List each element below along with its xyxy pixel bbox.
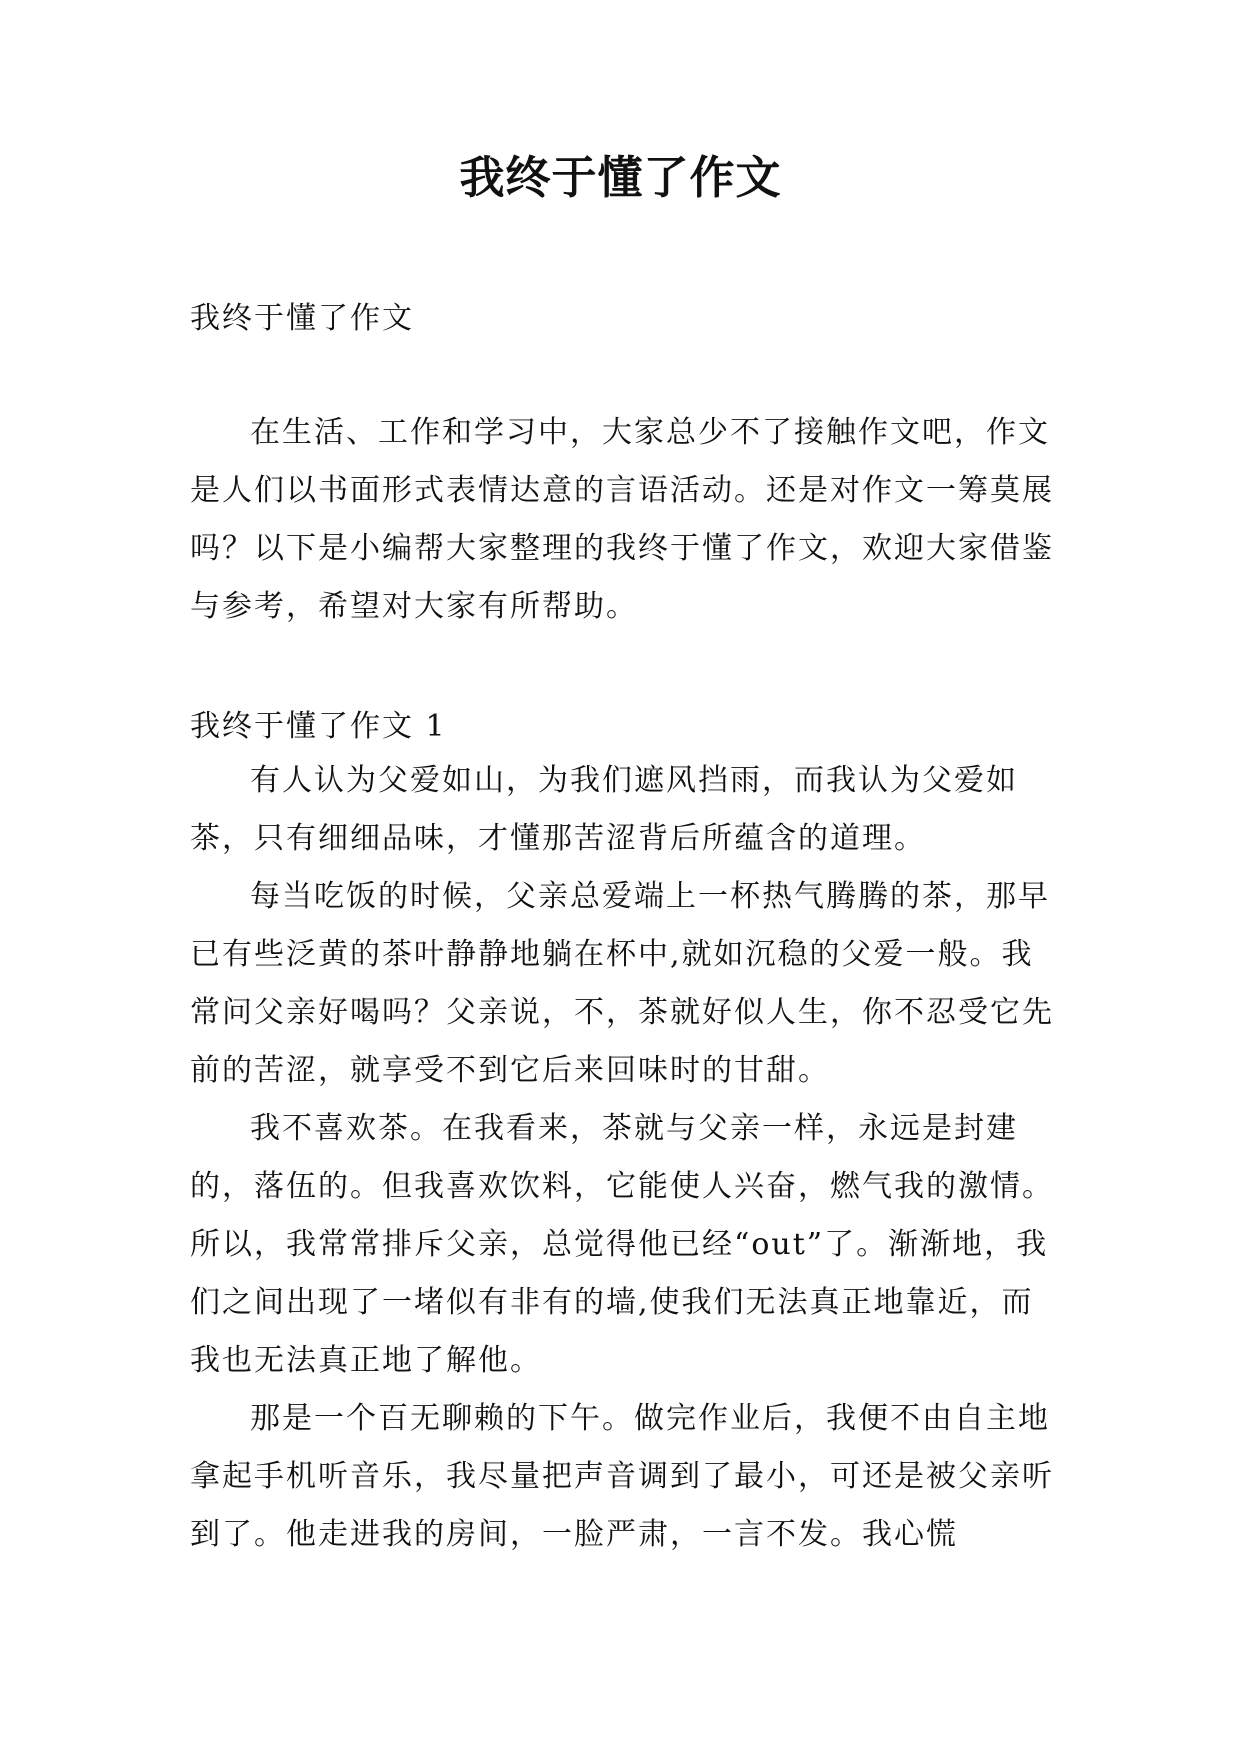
essay-paragraph-4: 那是一个百无聊赖的下午。做完作业后，我便不由自主地拿起手机听音乐，我尽量把声音调到了最小，可还是被父亲听到了。他走进我的房间，一脸严肃，一言不发。我心慌 bbox=[190, 1401, 1054, 1552]
intro-paragraph: 在生活、工作和学习中，大家总少不了接触作文吧，作文是人们以书面形式表情达意的言语活动。还是对作文一筹莫展吗？以下是小编帮大家整理的我终于懂了作文，欢迎大家借鉴与参考，希望对大家有所帮助。 bbox=[190, 415, 1054, 624]
document-subtitle: 我终于懂了作文 bbox=[190, 301, 414, 336]
essay-body bbox=[190, 752, 1055, 1564]
essay-paragraph-1: 有人认为父爱如山，为我们遮风挡雨，而我认为父爱如茶，只有细细品味，才懂那苦涩背后所蕴含的道理。 bbox=[190, 763, 1018, 856]
intro-section bbox=[190, 404, 1055, 636]
essay-paragraph-3: 我不喜欢茶。在我看来，茶就与父亲一样，永远是封建的，落伍的。但我喜欢饮料，它能使人兴奋，燃气我的激情。所以，我常常排斥父亲，总觉得他已经“out”了。渐渐地，我们之间出现了一堵似有非有的墙,使我们无法真正地靠近，而我也无法真正地了解他。 bbox=[190, 1111, 1054, 1378]
document-title: 我终于懂了作文 bbox=[459, 151, 782, 204]
section-heading: 我终于懂了作文 1 bbox=[190, 709, 447, 744]
essay-paragraph-2: 每当吃饭的时候，父亲总爱端上一杯热气腾腾的茶，那早已有些泛黄的茶叶静静地躺在杯中,就如沉稳的父爱一般。我常问父亲好喝吗？父亲说，不，茶就好似人生，你不忍受它先前的苦涩，就享受不到它后来回味时的甘甜。 bbox=[190, 879, 1054, 1088]
